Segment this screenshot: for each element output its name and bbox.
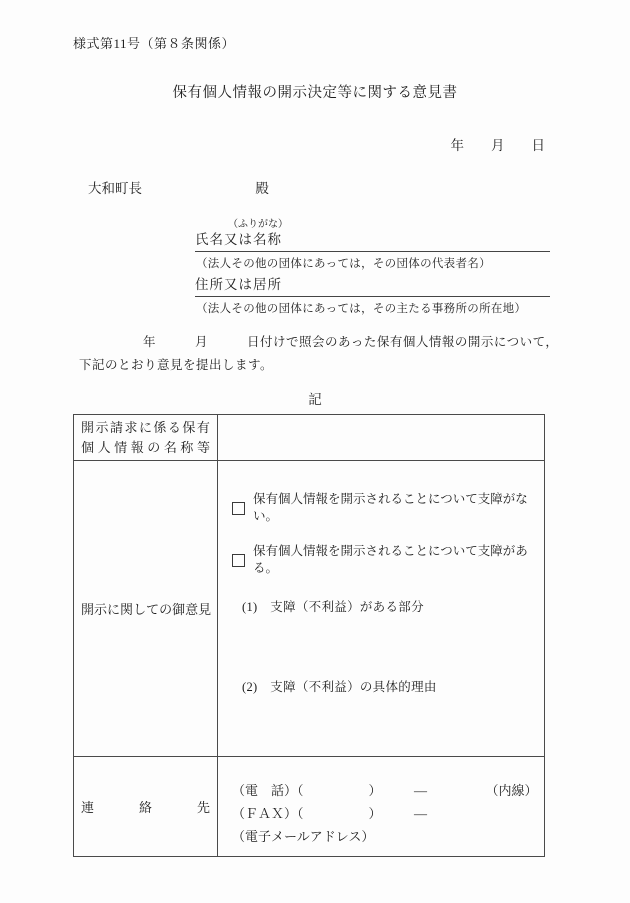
request-subject-label-line1: 開 示 請 求 に 係 る 保 有 — [81, 420, 210, 435]
body-paragraph-line1: 年 月 日付けで照会のあった保有個人情報の開示について， — [143, 335, 559, 349]
contact-line-email: （電子メールアドレス） — [232, 829, 375, 844]
checkbox-option-label: 保有個人情報を開示されることについて支障がある。 — [253, 544, 528, 575]
request-subject-label-line2: 個 人 情 報 の 名 称 等 — [81, 440, 210, 455]
address-field-line — [195, 276, 550, 297]
addressee-name: 大和町長 — [88, 181, 142, 196]
contact-line-phone: （電 話）（ ） ― （内線） — [232, 783, 538, 798]
table-cell-contact-content — [218, 757, 544, 856]
opinion-table — [73, 414, 545, 857]
record-mark: 記 — [308, 392, 322, 407]
table-cell-contact-label — [74, 757, 218, 856]
furigana-label: （ふりがな） — [228, 219, 288, 230]
table-cell-opinion-content — [218, 461, 544, 757]
name-field-line — [195, 231, 550, 252]
body-paragraph-line2: 下記のとおり意見を提出します。 — [79, 358, 274, 372]
checkbox-option-label: 保有個人情報を開示されることについて支障がない。 — [253, 492, 528, 523]
table-cell-request-subject-label — [74, 415, 218, 461]
sub-item-objection-part: (1) 支障（不利益）がある部分 — [242, 600, 424, 614]
page-title: 保有個人情報の開示決定等に関する意見書 — [172, 85, 458, 101]
addressee-line — [88, 177, 269, 197]
checkbox-icon — [232, 554, 245, 567]
table-cell-request-subject-value — [218, 415, 544, 461]
checkbox-option-no-objection — [232, 491, 538, 525]
checkbox-icon — [232, 502, 245, 515]
address-field-label: 住所又は居所 — [195, 277, 282, 292]
checkbox-option-objection — [232, 543, 538, 577]
contact-line-fax: （ＦＡＸ）（ ） ― — [232, 806, 428, 821]
opinion-label-text: 開 示 に 関 し て の 御 意 見 — [81, 602, 212, 617]
name-field-label: 氏名又は名称 — [195, 232, 282, 247]
contact-label-text: 連 絡 先 — [81, 800, 210, 815]
addressee-honorific: 殿 — [255, 181, 269, 196]
address-field-note: （法人その他の団体にあっては，その主たる事務所の所在地） — [196, 303, 527, 315]
date-line: 年 月 日 — [450, 138, 545, 153]
table-cell-opinion-label — [74, 461, 218, 757]
sub-item-objection-reason: (2) 支障（不利益）の具体的理由 — [242, 680, 437, 694]
form-number: 様式第11号（第８条関係） — [73, 36, 236, 51]
name-field-note: （法人その他の団体にあっては，その団体の代表者名） — [196, 258, 491, 270]
